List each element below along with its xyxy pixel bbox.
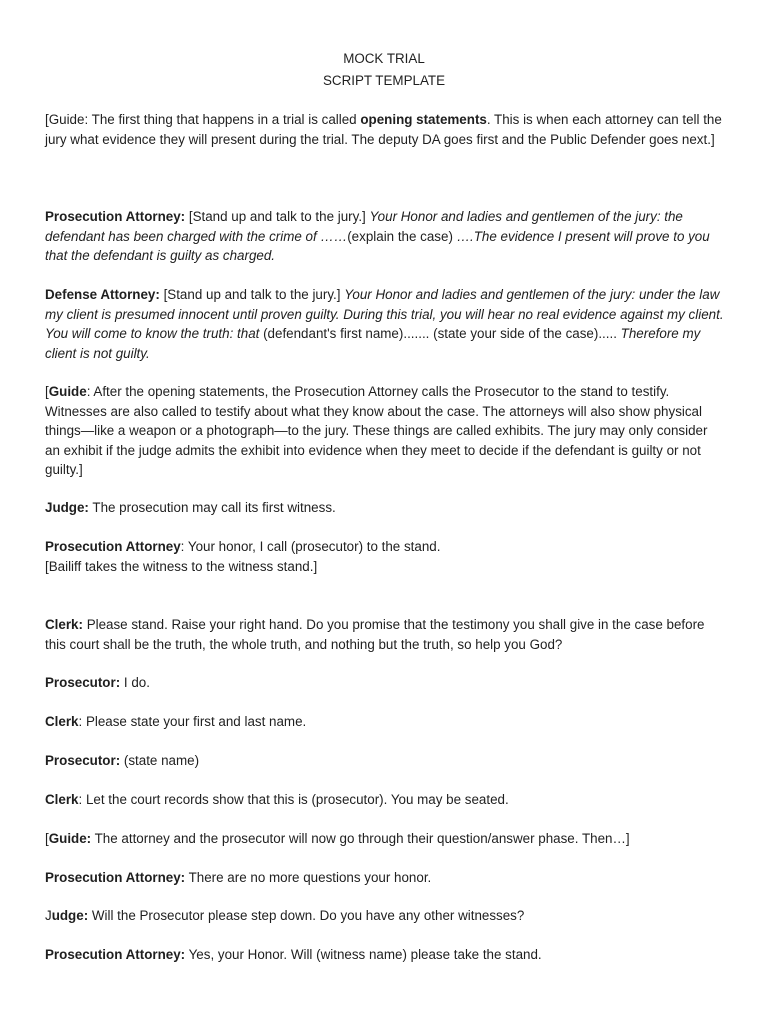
- text-run: [Stand up and talk to the jury.]: [185, 209, 370, 224]
- guide-testimony-exhibits: [45, 382, 725, 480]
- prosecution-no-more-questions: [45, 868, 725, 888]
- text-run: There are no more questions your honor.: [185, 870, 432, 885]
- text-run: [Stand up and talk to the jury.]: [159, 287, 345, 302]
- document-title: MOCK TRIAL: [343, 51, 425, 66]
- text-run: The prosecution may call its first witness.: [88, 500, 336, 515]
- text-run: . This is when each attorney can tell the jury what evidence they will present during the trial. The deputy DA goes first and the Public Defender goes next.]: [45, 112, 722, 147]
- text-run: J: [45, 908, 52, 923]
- text-run: [Bailiff takes the witness to the witness stand.]: [45, 558, 318, 574]
- text-run: Defense Attorney:: [45, 287, 160, 302]
- prosecution-call-prosecutor: [45, 537, 725, 576]
- guide-question-answer: [45, 829, 725, 849]
- text-run: Your Honor and ladies and gentlemen of the jury: under the law my client is presumed innocent until proven guilty. During this trial, you will hear no real evidence against my client. You will come to know the truth: that: [45, 287, 724, 341]
- text-run: Guide:: [48, 831, 92, 846]
- text-run: (defendant's first name)....... (state your side of the case).....: [263, 326, 617, 341]
- text-run: [: [45, 831, 49, 846]
- clerk-records: [45, 790, 725, 810]
- text-run: [Guide: The first thing that happens in a trial is called: [45, 112, 361, 127]
- text-run: : Your honor, I call (prosecutor) to the stand.: [180, 539, 441, 554]
- judge-step-down: [45, 906, 725, 926]
- text-run: udge:: [51, 908, 89, 923]
- text-run: Your Honor and ladies and gentlemen of the jury: the defendant has been charged with the crime of ……: [45, 209, 683, 244]
- text-run: (state name): [120, 753, 200, 768]
- document-subtitle: SCRIPT TEMPLATE: [322, 73, 446, 88]
- text-run: Clerk: [45, 714, 79, 729]
- text-run: Clerk: [45, 792, 79, 807]
- defense-opening-statement: [45, 285, 725, 363]
- text-run: Prosecution Attorney: [45, 539, 181, 554]
- text-run: : Let the court records show that this is (prosecutor). You may be seated.: [78, 792, 509, 807]
- text-run: : Please state your first and last name.: [78, 714, 307, 729]
- clerk-oath: [45, 615, 725, 654]
- text-run: Guide: [48, 384, 87, 399]
- text-run: : After the opening statements, the Prosecution Attorney calls the Prosecutor to the stand to testify. Witnesses are also called to testify about what they know about the case. The attorneys will also show physical things—like a weapon or a photograph—to the jury. These things are called exhibits. The jury may only consider an exhibit if the judge admits the exhibit into evidence when they meet to decide if the defendant is guilty or not guilty.]: [45, 384, 708, 477]
- text-run: Prosecution Attorney:: [45, 209, 186, 224]
- text-run: Prosecutor:: [45, 675, 121, 690]
- text-run: The attorney and the prosecutor will now go through their question/answer phase. Then…]: [91, 831, 630, 846]
- prosecutor-state-name: [45, 751, 725, 771]
- text-run: Judge:: [45, 500, 89, 515]
- prosecutor-i-do: [45, 673, 725, 693]
- text-run: (explain the case): [347, 228, 457, 244]
- text-run: I do.: [120, 675, 150, 690]
- text-run: [: [45, 384, 49, 399]
- guide-opening-statements: [45, 110, 725, 149]
- text-run: opening statements: [360, 112, 487, 127]
- text-run: Will the Prosecutor please step down. Do you have any other witnesses?: [88, 908, 525, 923]
- text-run: Prosecutor:: [45, 753, 121, 768]
- prosecution-opening-statement: [45, 207, 725, 266]
- text-run: Prosecution Attorney:: [45, 947, 186, 962]
- clerk-state-name: [45, 712, 725, 732]
- text-run: Therefore my client is not guilty.: [45, 326, 701, 361]
- prosecution-next-witness: [45, 945, 725, 965]
- text-run: Yes, your Honor. Will (witness name) please take the stand.: [185, 947, 542, 962]
- judge-call-first-witness: [45, 498, 725, 518]
- text-run: Please stand. Raise your right hand. Do you promise that the testimony you shall give in the case before this court shall be the truth, the whole truth, and nothing but the truth, so help you God?: [45, 617, 705, 652]
- text-run: Clerk:: [45, 617, 83, 632]
- text-run: Prosecution Attorney:: [45, 870, 186, 885]
- text-run: ….The evidence I present will prove to you that the defendant is guilty as charged.: [45, 228, 710, 263]
